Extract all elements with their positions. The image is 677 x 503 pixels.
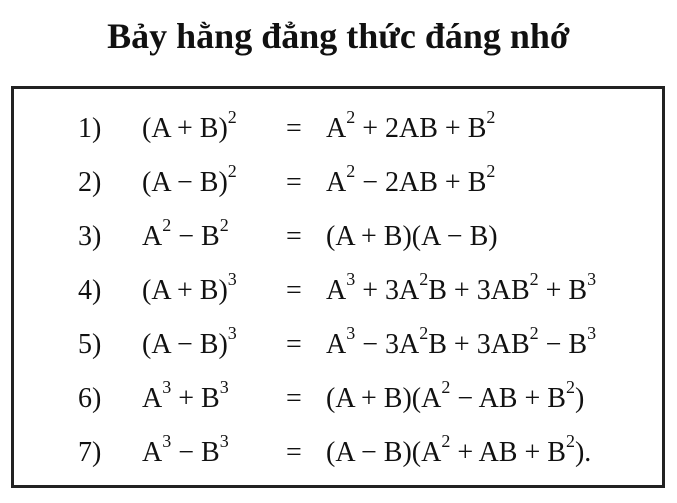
identity-number: 1) <box>78 113 102 144</box>
identity-lhs: $(A + B)^3$ <box>142 268 237 306</box>
identity-number: 3) <box>78 221 102 252</box>
identity-rhs: (A + B)(A − B) <box>326 221 498 252</box>
identity-lhs: $A^2 - B^2$ <box>142 214 229 252</box>
identity-rhs: $(A + B)(A^2$ − AB + $B^2$) <box>326 376 585 414</box>
identities-box <box>11 86 665 488</box>
identity-rhs: $A^2 - 2AB + B^2$ <box>326 160 496 198</box>
identity-row <box>14 268 662 311</box>
identity-rhs: $A^2 + 2AB + B^2$ <box>326 106 496 144</box>
identity-equals: = <box>286 113 302 144</box>
identity-lhs: $(A + B)^2$ <box>142 106 237 144</box>
identity-row <box>14 106 662 149</box>
identity-number: 2) <box>78 167 102 198</box>
identity-row <box>14 430 662 473</box>
page-title: Bảy hằng đẳng thức đáng nhớ <box>107 16 570 56</box>
identity-lhs: $A^3 - B^3$ <box>142 430 229 468</box>
identity-equals: = <box>286 437 302 468</box>
identity-rhs: $A^3 + 3A^2B + 3AB^2 + B^3$ <box>326 268 597 306</box>
identity-number: 4) <box>78 275 102 306</box>
identity-number: 5) <box>78 329 102 360</box>
identity-row <box>14 160 662 203</box>
identity-lhs: $A^3 + B^3$ <box>142 376 229 414</box>
identity-equals: = <box>286 221 302 252</box>
identity-lhs: $(A - B)^3$ <box>142 322 237 360</box>
identity-number: 7) <box>78 437 102 468</box>
identity-row <box>14 376 662 419</box>
identity-number: 6) <box>78 383 102 414</box>
identity-row <box>14 322 662 365</box>
identity-equals: = <box>286 383 302 414</box>
identity-rhs: $A^3 - 3A^2B + 3AB^2 - B^3$ <box>326 322 597 360</box>
identity-equals: = <box>286 275 302 306</box>
identity-lhs: $(A - B)^2$ <box>142 160 237 198</box>
identity-rhs: $(A - B)(A^2$ + AB + $B^2$). <box>326 430 592 468</box>
identity-equals: = <box>286 167 302 198</box>
identity-equals: = <box>286 329 302 360</box>
identity-row <box>14 214 662 257</box>
